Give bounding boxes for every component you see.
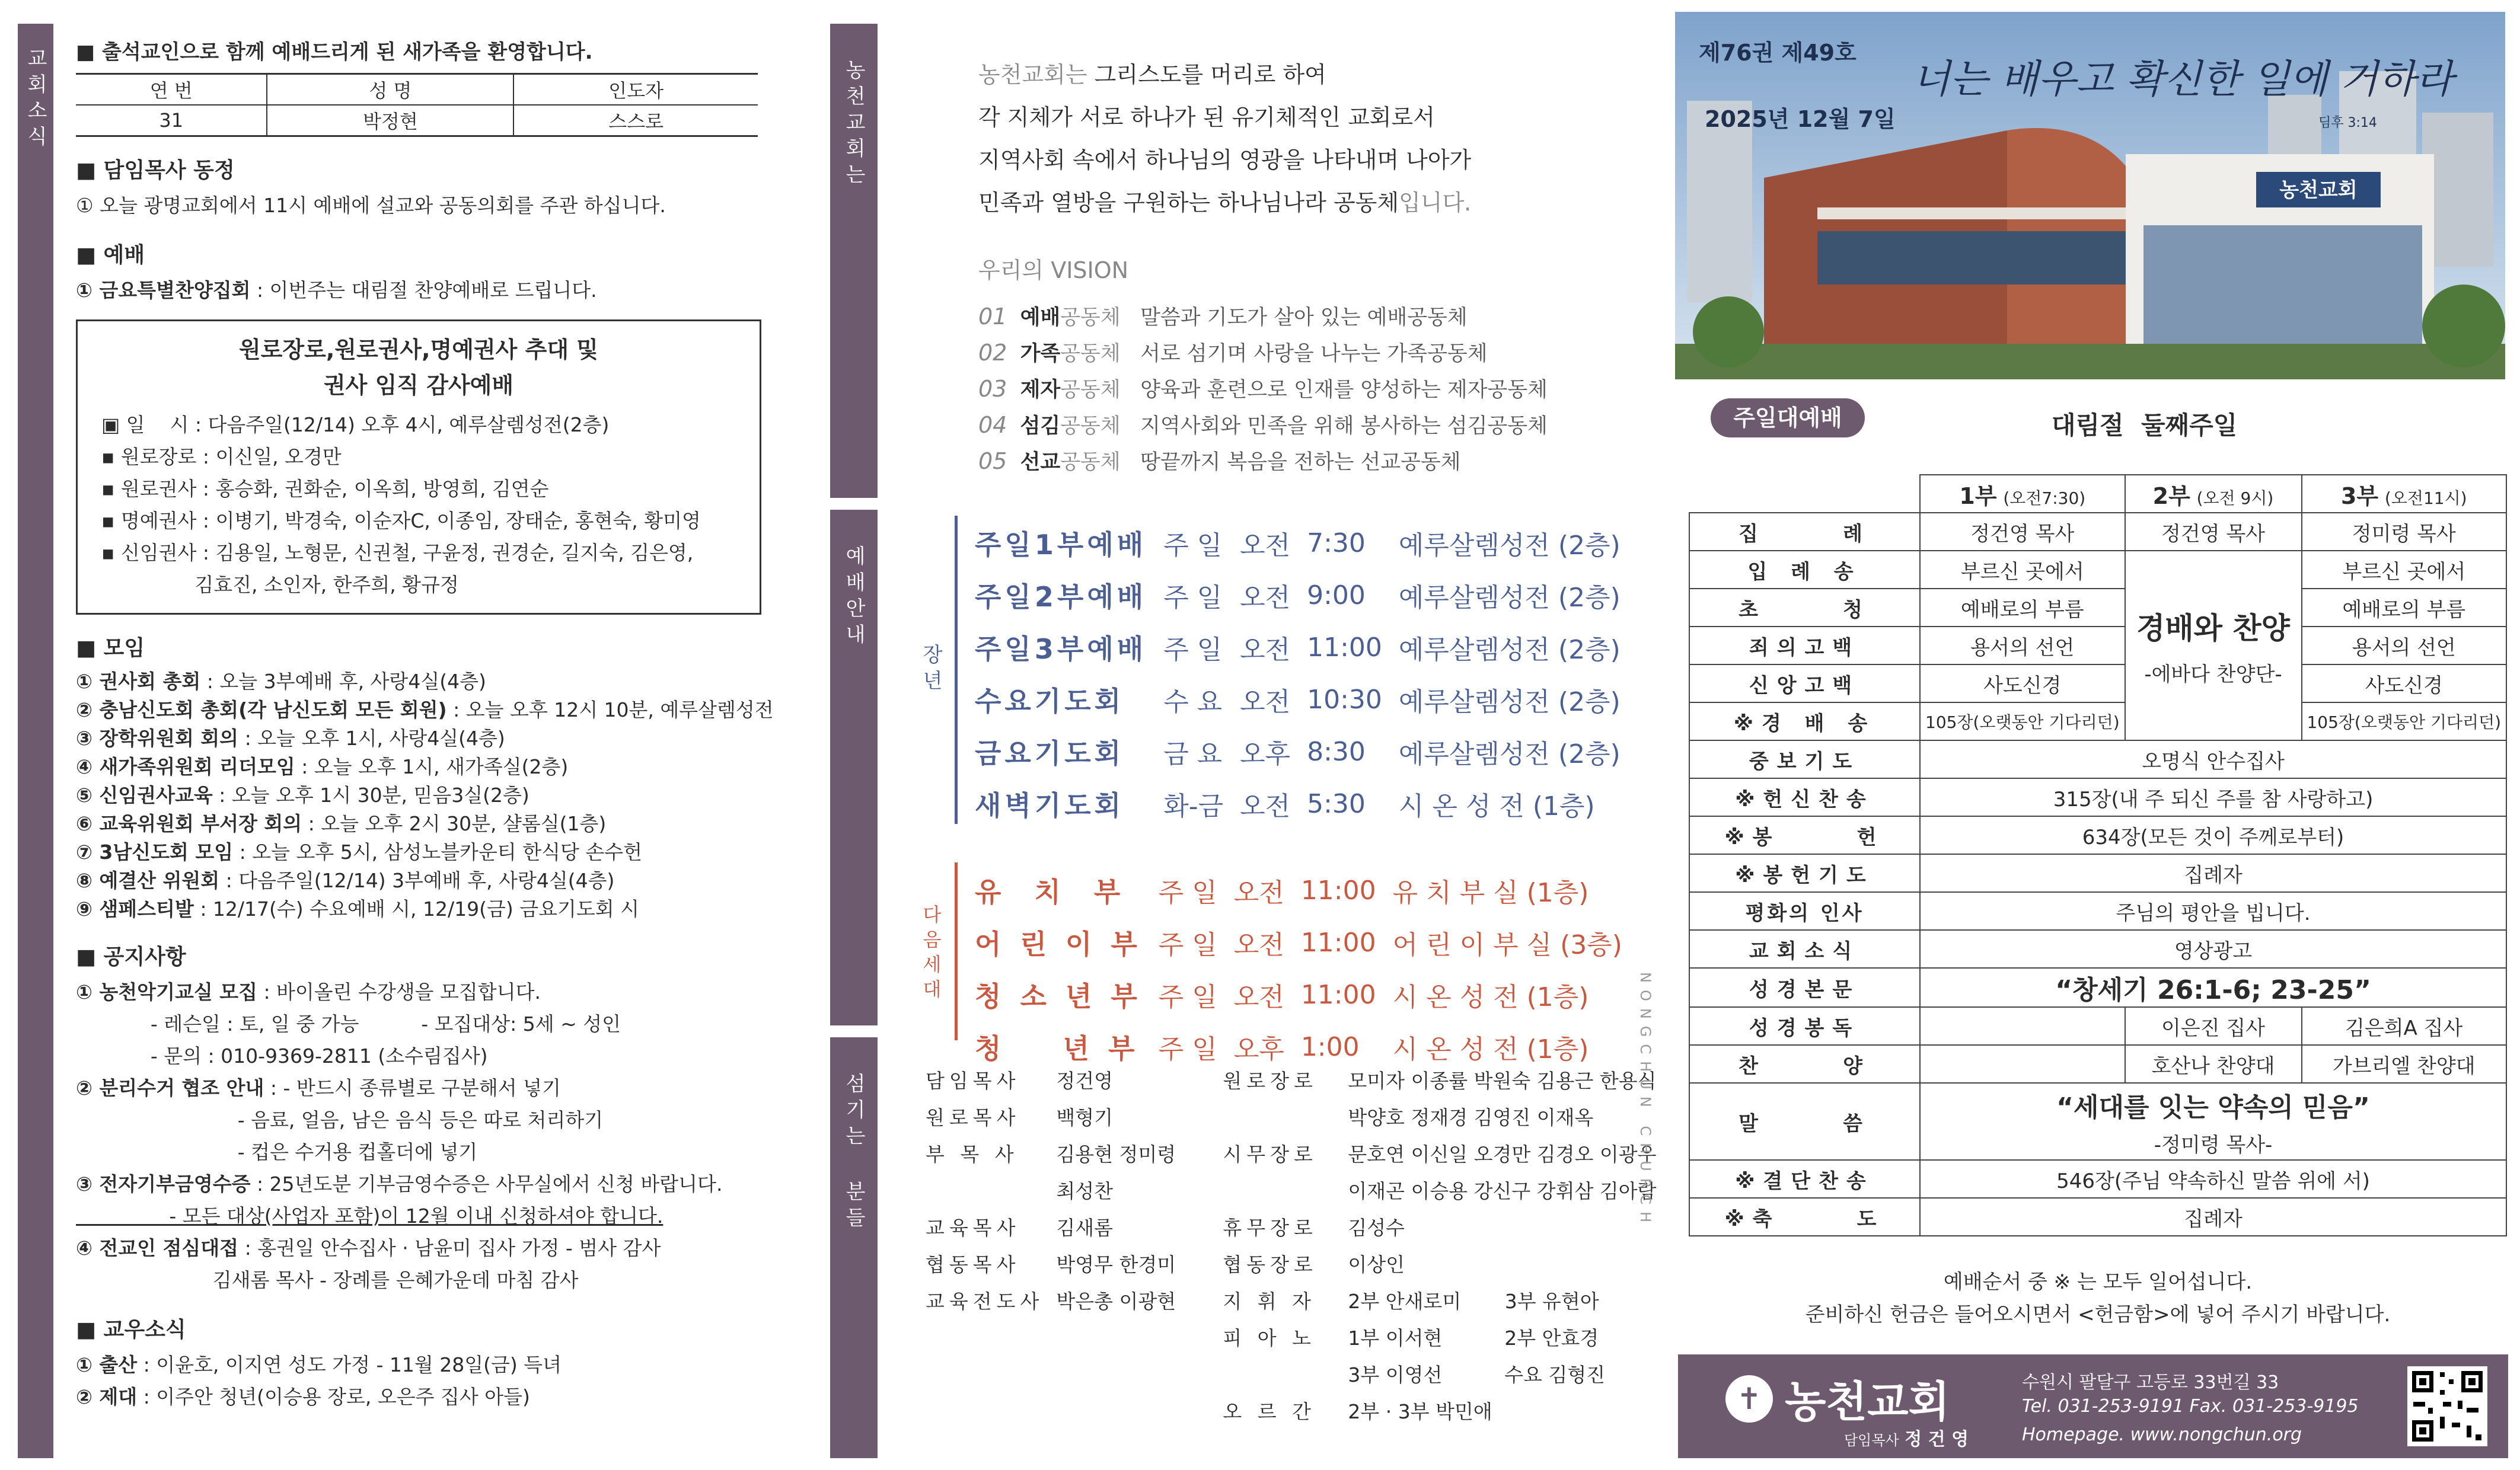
table-row: 3부 이영선 수요 김형진	[1348, 1363, 1606, 1386]
staff-label: 섬기는 분들	[841, 1073, 866, 1233]
list-item: ⑤ 신임권사교육 : 오늘 오후 1시 30분, 믿음3실(2층)	[76, 784, 529, 807]
welcome-title: 출석교인으로 함께 예배드리게 된 새가족을 환영합니다.	[101, 40, 593, 64]
table-row: 주일3부예배 주 일 오전 11:00 예루살렘성전 (2층)	[975, 632, 1621, 665]
footer-pastor: 담임목사 정 건 영	[1844, 1429, 1969, 1450]
table-row: 담임목사 정건영 원로장로 모미자 이종률 박원숙 김용근 한용식	[926, 1069, 1657, 1092]
merged-praise-cell: 경배와 찬양 -에바다 찬양단-	[2125, 551, 2302, 740]
meetings-list	[76, 667, 805, 923]
notices-list	[76, 976, 805, 1296]
table-row: ※축 도 집례자	[1689, 1198, 2506, 1236]
table-row: 신앙고백 사도신경 사도신경	[1689, 664, 2506, 702]
table-row: 청 년 부 주 일 오후 1:00 시 온 성 전 (1층)	[975, 1031, 1589, 1065]
table-row: ※봉 헌 634장(모든 것이 주께로부터)	[1689, 816, 2506, 854]
staff-table	[925, 1061, 1669, 1429]
table-row: 죄의고백 용서의 선언 용서의 선언	[1689, 627, 2506, 664]
building-sign: 농천교회	[2279, 178, 2358, 202]
next-section-label: 다음세대	[920, 905, 942, 1004]
ordination-line: ▪ 명예권사 : 이병기, 박경숙, 이순자C, 이종임, 장태순, 홍현숙, 황미영	[101, 509, 701, 532]
list-item: ⑨ 샘페스티발 : 12/17(수) 수요예배 시, 12/19(금) 금요기도회 시	[76, 897, 639, 921]
worship-item-rest: : 이번주는 대림절 찬양예배로 드립니다.	[250, 279, 597, 302]
table-row: 찬 양 호산나 찬양대 가브리엘 찬양대	[1689, 1045, 2506, 1083]
table-row: 유 치 부 주 일 오전 11:00 유 치 부 실 (1층)	[975, 875, 1589, 908]
welcome-header: 인도자	[608, 79, 664, 102]
table-row: 중보기도 오명식 안수집사	[1689, 740, 2506, 778]
church-intro: 농천교회는 그리스도를 머리로 하여 각 지체가 서로 하나가 된 유기체적인 교회로서 지역사회 속에서 하나님의 영광을 나타내며 나아가 민족과 열방을 구원하는 하나님나라 공동체입니다.	[978, 62, 1472, 216]
table-row: 말 씀 “세대를 잇는 약속의 믿음” -정미령 목사-	[1689, 1083, 2506, 1160]
worship-order-table	[1689, 474, 2507, 1236]
table-row: 교회소식 영상광고	[1689, 930, 2506, 968]
adult-section-label: 장년	[918, 644, 943, 696]
middle-bar-staff	[830, 1037, 878, 1458]
list-item: 05 선교공동체 땅끝까지 복음을 전하는 선교공동체	[978, 448, 1461, 474]
list-item: - 음료, 얼음, 남은 음식 등은 따로 처리하기	[76, 1108, 604, 1132]
left-side-bar	[18, 24, 53, 1458]
cover-motto: 너는 배우고 확신한 일에 거하라	[1912, 56, 2454, 102]
ordination-line: ▪ 원로장로 : 이신일, 오경만	[101, 445, 342, 468]
pastor-item: ① 오늘 광명교회에서 11시 예배에 설교와 공동의회를 주관 하십니다.	[76, 194, 666, 217]
footer-phone: Tel. 031-253-9191 Fax. 031-253-9195	[2022, 1396, 2359, 1417]
list-item: - 모든 대상(사업자 포함)이 12월 이내 신청하셔야 합니다.	[76, 1204, 664, 1228]
worship-item-bold: ① 금요특별찬양집회	[76, 279, 251, 302]
ordination-box	[76, 319, 761, 615]
adult-divider	[955, 516, 958, 824]
footer-homepage: Homepage. www.nongchun.org	[2022, 1424, 2302, 1445]
table-row: 1부 (오전7:30) 2부 (오전 9시) 3부 (오전11시)	[1689, 475, 2506, 513]
table-row: 평화의 인사 주님의 평안을 빕니다.	[1689, 892, 2506, 930]
notices-title: 공지사항	[103, 945, 186, 969]
list-item: 01 예배공동체 말씀과 기도가 살아 있는 예배공동체	[978, 303, 1468, 330]
table-row: 교육목사 김새롬 휴무장로 김성수	[926, 1216, 1405, 1239]
list-item: 03 제자공동체 양육과 훈련으로 인재를 양성하는 제자공동체	[978, 376, 1548, 402]
table-row: 협동목사 박영무 한경미 협동장로 이상인	[926, 1252, 1405, 1276]
service-title: 대림절 둘째주일	[2052, 411, 2238, 440]
adult-schedule	[966, 517, 1629, 830]
list-item: - 레슨일 : 토, 일 중 가능 - 모집대상: 5세 ~ 성인	[76, 1012, 621, 1036]
service-badge: 주일대예배	[1711, 398, 1865, 437]
list-item: ⑥ 교육위원회 부서장 회의 : 오늘 오후 2시 30분, 샬롬실(1층)	[76, 812, 607, 835]
ordination-title-1: 원로장로,원로권사,명예권사 추대 및	[239, 337, 598, 363]
table-row: 주일2부예배 주 일 오전 9:00 예루살렘성전 (2층)	[975, 580, 1621, 613]
table-row: ※경 배 송 105장(오랫동안 기다리던) 105장(오랫동안 기다리던)	[1689, 702, 2506, 740]
ordination-line: ▣ 일 시 : 다음주일(12/14) 오후 4시, 예루살렘성전(2층)	[101, 413, 610, 436]
welcome-cell: 31	[76, 105, 267, 136]
vision-list	[978, 299, 1548, 480]
list-item: ② 제대 : 이주안 청년(이승용 장로, 오은주 집사 아들)	[76, 1385, 530, 1408]
list-item: ① 출산 : 이윤호, 이지연 성도 가정 - 11월 28일(금) 득녀	[76, 1353, 562, 1376]
table-row: 청 소 년 부 주 일 오전 11:00 시 온 성 전 (1층)	[975, 979, 1589, 1012]
table-row: ※봉헌기도 집례자	[1689, 854, 2506, 892]
table-row: 피 아 노 1부 이서현 2부 안효경	[1223, 1326, 1599, 1350]
ordination-line: ▪ 원로권사 : 홍승화, 권화순, 이옥희, 방영희, 김연순	[101, 477, 549, 500]
table-row: 주일1부예배 주 일 오전 7:30 예루살렘성전 (2층)	[975, 528, 1621, 561]
list-item: ② 충남신도회 총회(각 남신도회 모든 회원) : 오늘 오후 12시 10분, 예루살렘성전	[76, 698, 774, 721]
cover-image	[1675, 12, 2505, 379]
pastor-title: 담임목사 동정	[103, 158, 235, 183]
table-row: 교육전도사 박은총 이광현 지 휘 자 2부 안새로미 3부 유현아	[926, 1289, 1599, 1313]
ordination-line: ▪ 신임권사 : 김용일, 노형문, 신권철, 구윤정, 권경순, 길지숙, 김은영,	[101, 541, 694, 564]
list-item: ① 농천악기교실 모집 : 바이올린 수강생을 모집합니다.	[76, 980, 541, 1004]
table-row: 어 린 이 부 주 일 오전 11:00 어 린 이 부 실 (3층)	[975, 927, 1622, 960]
volume-number: 제76권 제49호	[1699, 40, 1856, 66]
list-item: ⑧ 예결산 위원회 : 다음주일(12/14) 3부예배 후, 사랑4실(4층)	[76, 869, 615, 892]
members-title: 교우소식	[103, 1318, 186, 1342]
list-item: ① 권사회 총회 : 오늘 3부예배 후, 사랑4실(4층)	[76, 670, 486, 693]
qr-code-icon[interactable]	[2407, 1366, 2487, 1446]
next-schedule	[966, 864, 1631, 1073]
middle-bar-worship	[830, 510, 878, 1025]
church-logo-icon: ✝	[1725, 1375, 1773, 1423]
motto-reference: 딤후 3:14	[2318, 116, 2377, 130]
footer-address: 수원시 팔달구 고등로 33번길 33	[2022, 1372, 2279, 1393]
list-item: - 컵은 수거용 컵홀더에 넣기	[76, 1140, 478, 1164]
list-item: ② 분리수거 협조 안내 : - 반드시 종류별로 구분해서 넣기	[76, 1076, 561, 1100]
welcome-cell: 박정현	[267, 105, 513, 136]
welcome-table	[76, 73, 758, 137]
list-item: 김새롬 목사 - 장례를 은혜가운데 마침 감사	[76, 1268, 579, 1292]
table-row: 성경본문 “창세기 26:1-6; 23-25”	[1689, 968, 2506, 1007]
footer-bar	[1678, 1354, 2508, 1458]
left-panel: ■ 출석교인으로 함께 예배드리게 된 새가족을 환영합니다. 연 번 성 명 인도자 31 박정현 스스로 ■ 담임목사 동정 ① 오늘 광명교회에서 11시 예배에 설교와 공동의회를 주관 하십니다. ■ 예배 ① 금요특별찬양집회 : 이번주는 대림절 찬양예배로 드립니다. 원로장로,원로권사,명예권사 추대 및 권사 임직 감사예배 ▣ 일 시 : 다음주일(12/14) 오후 4시, 예루살렘성전(2층) ▪ 원로장로 : 이신일, 오경만 ▪ 원로권사 : 홍승화, 권화순, 이옥희, 방영희, 김연순 ▪ 명예권사 : 이병기, 박경숙, 이순자C, 이종임, 장태순, 홍현숙, 황미영 ▪ 신임권사 : 김용일, 노형문, 신권철, 구윤정, 권경순, 길지숙, 김은영, 김효진, 소인자, 한주희, 황규정 ■ 모임 ① 권사회 총회 : 오늘 3부예배 후, 사랑4실(4층) ② 충남신도회 총회(각 남신도회 모든 회원) : 오늘 오후 12시 10분, 예루살렘성전 ③ 장학위원회 회의 : 오늘 오후 1시, 사랑4실(4층) ④ 새가족위원회 리더모임 : 오늘 오후 1시, 새가족실(2층) ⑤ 신임권사교육 : 오늘 오후 1시 30분, 믿음3실(2층) ⑥ 교육위원회 부서장 회의 : 오늘 오후 2시 30분, 샬롬실(1층) ⑦ 3남신도회 모임 : 오늘 오후 5시, 삼성노블카운티 한식당 손수헌 ⑧ 예결산 위원회 : 다음주일(12/14) 3부예배 후, 사랑4실(4층) ⑨ 샘페스티발 : 12/17(수) 수요예배 시, 12/19(금) 금요기도회 시 ■ 공지사항 ① 농천악기교실 모집 : 바이올린 수강생을 모집합니다. - 레슨일 : 토, 일 중 가능 - 모집대상: 5세 ~ 성인 - 문의 : 010-9369-2811 (소수림집사) ② 분리수거 협조 안내 : - 반드시 종류별로 구분해서 넣기 - 음료, 얼음, 남은 음식 등은 따로 처리하기 - 컵은 수거용 컵홀더에 넣기 ③ 전자기부금영수증 : 25년도분 기부금영수증은 사무실에서 신청 바랍니다. - 모든 대상(사업자 포함)이 12월 이내 신청하셔야 합니다. ④ 전교인 점심대접 : 홍권일 안수집사 · 남윤미 집사 가정 - 범사 감사 김새롬 목사 - 장례를 은혜가운데 마침 감사 ■ 교우소식 ① 출산 : 이윤호, 이지연 성도 가정 - 11월 28일(금) 득녀 ② 제대 : 이주안 청년(이승용 장로, 오은주 집사 아들)	[76, 36, 805, 1413]
offering-note: 준비하신 헌금은 들어오시면서 <헌금함>에 넣어 주시기 바랍니다.	[1805, 1303, 2391, 1327]
vision-title: 우리의 VISION	[978, 257, 1129, 283]
table-row: 입 례 송 부르신 곳에서 경배와 찬양 -에바다 찬양단- 부르신 곳에서	[1689, 551, 2506, 589]
table-row: ※결단찬송 546장(주님 약속하신 말씀 위에 서)	[1689, 1160, 2506, 1198]
issue-date: 2025년 12월 7일	[1705, 106, 1896, 132]
table-row: 부 목 사 김용현 정미령 시무장로 문호연 이신일 오경만 김경오 이광우	[926, 1142, 1657, 1166]
list-item: ③ 전자기부금영수증 : 25년도분 기부금영수증은 사무실에서 신청 바랍니다.	[76, 1172, 723, 1196]
table-row: 성경봉독 이은진 집사 김은희A 집사	[1689, 1007, 2506, 1045]
list-item: - 문의 : 010-9369-2811 (소수림집사)	[76, 1044, 488, 1068]
vertical-brand-text: NONGCHUN CHURCH	[1637, 972, 1654, 1230]
table-row: 금요기도회 금 요 오후 8:30 예루살렘성전 (2층)	[975, 736, 1621, 769]
table-row: 원로목사 백형기 박양호 정재경 김영진 이재옥	[926, 1105, 1594, 1129]
welcome-cell: 스스로	[608, 110, 664, 133]
table-row: 새벽기도회 화-금 오전 5:30 시 온 성 전 (1층)	[975, 788, 1595, 822]
table-row: 수요기도회 수 요 오전 10:30 예루살렘성전 (2층)	[975, 684, 1621, 717]
list-item: ⑦ 3남신도회 모임 : 오늘 오후 5시, 삼성노블카운티 한식당 손수헌	[76, 841, 642, 864]
list-item: ④ 전교인 점심대접 : 홍권일 안수집사 · 남윤미 집사 가정 - 범사 감사	[76, 1236, 661, 1260]
table-row: 오 르 간 2부 · 3부 박민애	[1223, 1399, 1492, 1423]
middle-bar-about	[830, 24, 878, 498]
table-row: 최성찬 이재곤 이승용 강신구 강휘삼 김아람	[1056, 1179, 1657, 1203]
ordination-title-2: 권사 임직 감사예배	[323, 372, 514, 398]
list-item: 04 섬김공동체 지역사회와 민족을 위해 봉사하는 섬김공동체	[978, 412, 1548, 438]
next-divider	[955, 862, 958, 1040]
table-row: ※헌신찬송 315장(내 주 되신 주를 참 사랑하고)	[1689, 778, 2506, 816]
standing-note: 예배순서 중 ※ 는 모두 일어섭니다.	[1943, 1270, 2253, 1294]
welcome-header: 연 번	[76, 74, 267, 106]
table-row: 집 례 정건영 목사 정건영 목사 정미령 목사	[1689, 513, 2506, 551]
worship-title: 예배	[103, 243, 145, 267]
list-item: 02 가족공동체 서로 섬기며 사랑을 나누는 가족공동체	[978, 340, 1488, 366]
left-side-label: 교회소식	[23, 47, 47, 152]
table-row: 초 청 예배로의 부름 예배로의 부름	[1689, 589, 2506, 627]
welcome-header: 성 명	[267, 74, 513, 106]
worship-guide-label: 예배안내	[841, 545, 866, 650]
meetings-title: 모임	[103, 636, 145, 660]
ordination-line: 김효진, 소인자, 한주희, 황규정	[101, 573, 459, 596]
about-label: 농천교회는	[841, 59, 866, 190]
list-item: ④ 새가족위원회 리더모임 : 오늘 오후 1시, 새가족실(2층)	[76, 755, 569, 778]
footer-church-name: 농천교회	[1785, 1377, 1950, 1427]
list-item: ③ 장학위원회 회의 : 오늘 오후 1시, 사랑4실(4층)	[76, 727, 505, 750]
